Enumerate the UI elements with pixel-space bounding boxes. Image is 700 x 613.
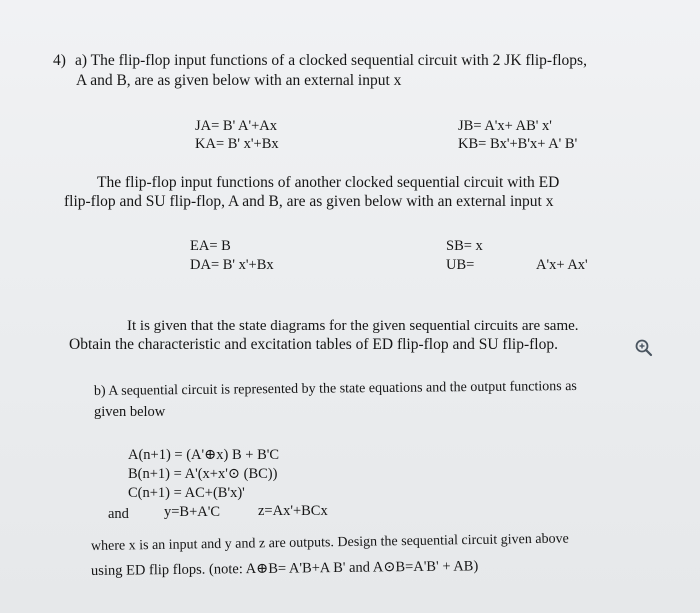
task-line-2: using ED flip flops. (note: A⊕B= A'B+A B' and A⊙B=A'B' + AB) bbox=[90, 558, 479, 579]
task-line-1: where x is an input and y and z are outputs. Design the sequential circuit given above bbox=[90, 531, 569, 554]
equation-jb: JB= A'x+ AB' x' bbox=[458, 118, 552, 134]
given-line-1: It is given that the state diagrams for the given sequential circuits are same. bbox=[127, 318, 579, 334]
part-a-line-1: a) The flip-flop input functions of a clocked sequential circuit with 2 JK flip-flops, bbox=[75, 52, 587, 69]
equation-ub-value: A'x+ Ax' bbox=[536, 257, 588, 273]
ed-su-intro-line-1: The flip-flop input functions of another clocked sequential circuit with ED bbox=[97, 174, 560, 191]
equation-ka: KA= B' x'+Bx bbox=[195, 136, 279, 152]
part-b-line-1: b) A sequential circuit is represented by the state equations and the output functions as bbox=[93, 378, 577, 399]
state-equation-a: A(n+1) = (A'⊕x) B + B'C bbox=[128, 447, 280, 463]
equation-ub-label: UB= bbox=[446, 257, 475, 273]
equation-kb: KB= Bx'+B'x+ A' B' bbox=[458, 136, 578, 152]
ed-su-intro-line-2: flip-flop and SU flip-flop, A and B, are as given below with an external input x bbox=[64, 193, 554, 210]
and-label: and bbox=[108, 506, 129, 522]
equation-ea: EA= B bbox=[190, 238, 231, 254]
output-y: y=B+A'C bbox=[164, 504, 221, 520]
equation-sb: SB= x bbox=[446, 238, 483, 254]
state-equation-c: C(n+1) = AC+(B'x)' bbox=[128, 485, 245, 501]
output-z: z=Ax'+BCx bbox=[258, 503, 328, 519]
part-b-line-2: given below bbox=[94, 404, 166, 420]
question-number: 4) bbox=[53, 52, 66, 69]
state-equation-b: B(n+1) = A'(x+x'⊙ (BC)) bbox=[128, 466, 278, 482]
equation-da: DA= B' x'+Bx bbox=[190, 257, 274, 273]
part-a-line-2: A and B, are as given below with an external input x bbox=[76, 72, 402, 89]
given-line-2: Obtain the characteristic and excitation tables of ED flip-flop and SU flip-flop. bbox=[69, 336, 558, 353]
equation-ja: JA= B' A'+Ax bbox=[195, 118, 278, 134]
zoom-in-icon[interactable] bbox=[634, 338, 654, 358]
